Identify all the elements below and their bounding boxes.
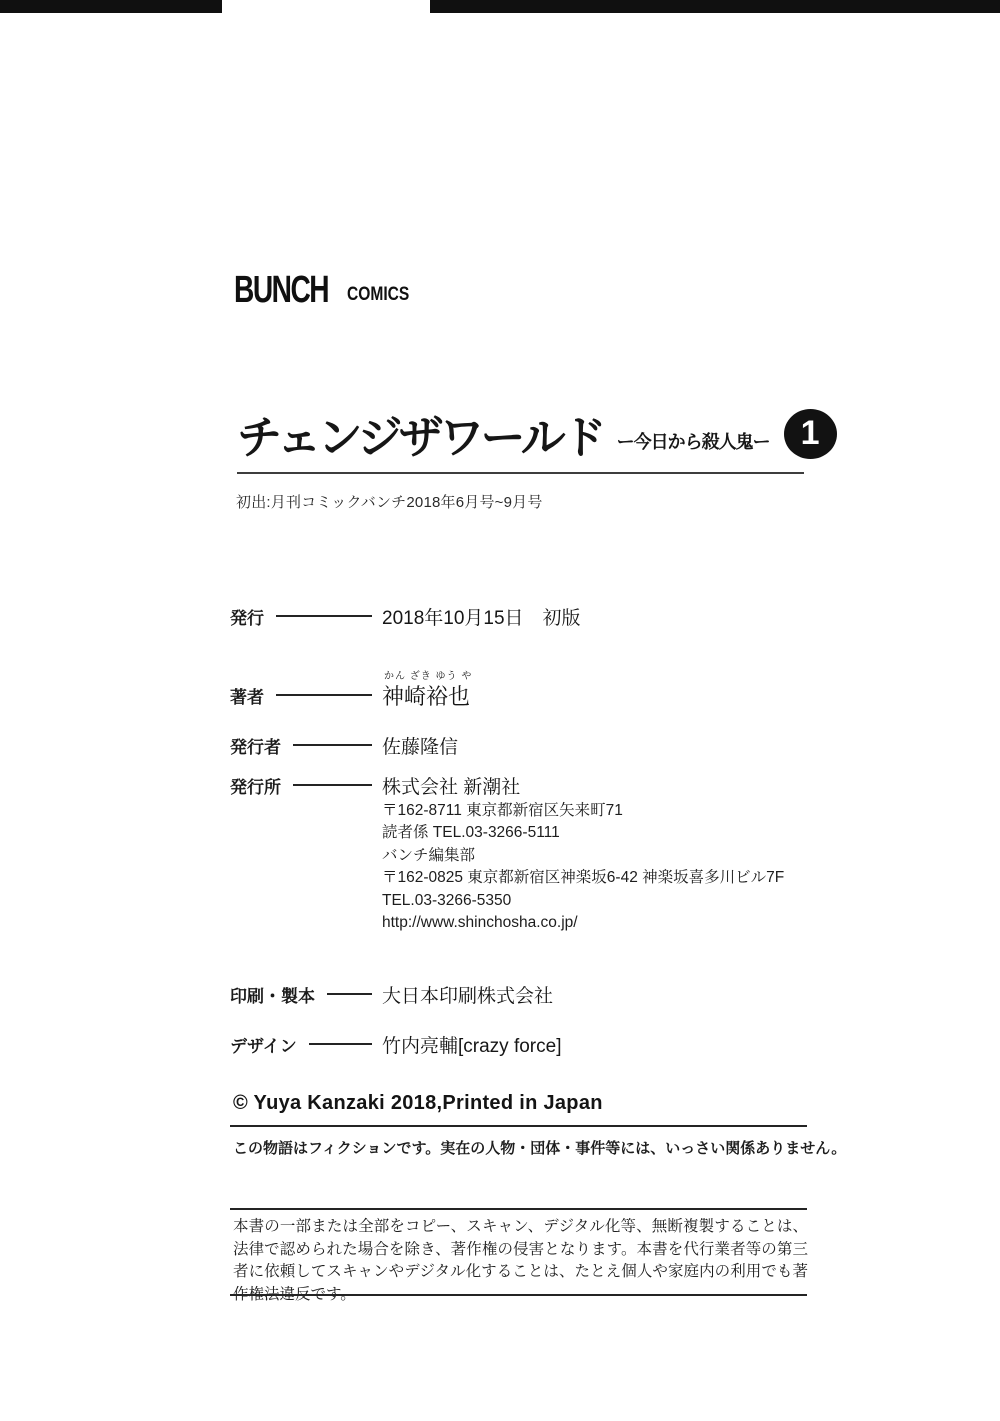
author-name: 神崎裕也	[382, 683, 471, 709]
title-rule	[237, 472, 804, 474]
warning-rule-top	[230, 1208, 807, 1210]
row-value-publication-date: 2018年10月15日 初版	[382, 607, 581, 629]
row-label: デザイン	[230, 1036, 297, 1056]
row-value-publisher-company: 株式会社 新潮社	[382, 776, 521, 798]
row-leader-line	[276, 615, 372, 617]
row-value-publisher-person: 佐藤隆信	[382, 736, 459, 758]
row-label: 印刷・製本	[230, 986, 315, 1006]
colophon-row-hakkou	[230, 600, 807, 632]
book-title: チェンジザワールド	[237, 412, 603, 463]
row-label: 発行者	[230, 737, 281, 757]
colophon-row-hakkoujo	[230, 769, 807, 801]
row-leader-line	[293, 744, 372, 746]
publisher-url: http://www.shinchosha.co.jp/	[382, 914, 578, 932]
header-bar-left	[0, 0, 222, 13]
row-leader-line	[293, 784, 372, 786]
row-leader-line	[309, 1043, 372, 1045]
warning-rule-bottom	[230, 1294, 807, 1296]
colophon-row-hakkousha	[230, 729, 807, 761]
row-label: 発行	[230, 608, 264, 628]
publisher-detail-line: バンチ編集部	[382, 846, 476, 864]
volume-badge	[784, 409, 837, 459]
copyright-rule	[230, 1125, 807, 1127]
brand-logo-comics: COMICS	[347, 284, 410, 305]
copyright-line: © Yuya Kanzaki 2018,Printed in Japan	[233, 1092, 603, 1114]
publisher-detail-line: 〒162-8711 東京都新宿区矢来町71	[382, 802, 623, 819]
book-subtitle: ー今日から殺人鬼ー	[616, 431, 770, 452]
volume-number: 1	[800, 414, 820, 452]
publisher-detail-line: 〒162-0825 東京都新宿区神楽坂6-42 神楽坂喜多川ビル7F	[382, 869, 785, 887]
copy-warning-text: 本書の一部または全部をコピー、スキャン、デジタル化等、無断複製することは、法律で認められた場合を除き、著作権の侵害となります。本書を代行業者等の第三者に依頼してスキャンやデジタル化することは、たとえ個人や家庭内の利用でも著作権法違反です。	[233, 1218, 808, 1303]
colophon-row-author	[230, 670, 807, 711]
first-publication-note: 初出:月刊コミックバンチ2018年6月号~9月号	[236, 494, 543, 511]
row-leader-line	[327, 993, 372, 995]
brand-logo-bunch: BUNCH	[234, 269, 329, 311]
row-value-author-name	[382, 670, 807, 711]
colophon-row-printer	[230, 978, 807, 1010]
row-value-designer: 竹内亮輔[crazy force]	[382, 1035, 562, 1057]
title-block	[237, 401, 837, 466]
author-furigana: かん ざき ゆう や	[384, 670, 473, 682]
row-label: 発行所	[230, 777, 281, 797]
publisher-details	[382, 800, 784, 934]
publisher-detail-line: TEL.03-3266-5350	[382, 891, 512, 909]
publisher-detail-line: 読者係 TEL.03-3266-5111	[382, 824, 560, 842]
colophon-row-designer	[230, 1028, 807, 1060]
row-label: 著者	[230, 687, 264, 707]
row-value-printer: 大日本印刷株式会社	[382, 985, 554, 1007]
row-leader-line	[276, 694, 372, 696]
fiction-notice: この物語はフィクションです。実在の人物・団体・事件等には、いっさい関係ありません。	[233, 1140, 847, 1157]
header-bar-right	[430, 0, 1000, 13]
